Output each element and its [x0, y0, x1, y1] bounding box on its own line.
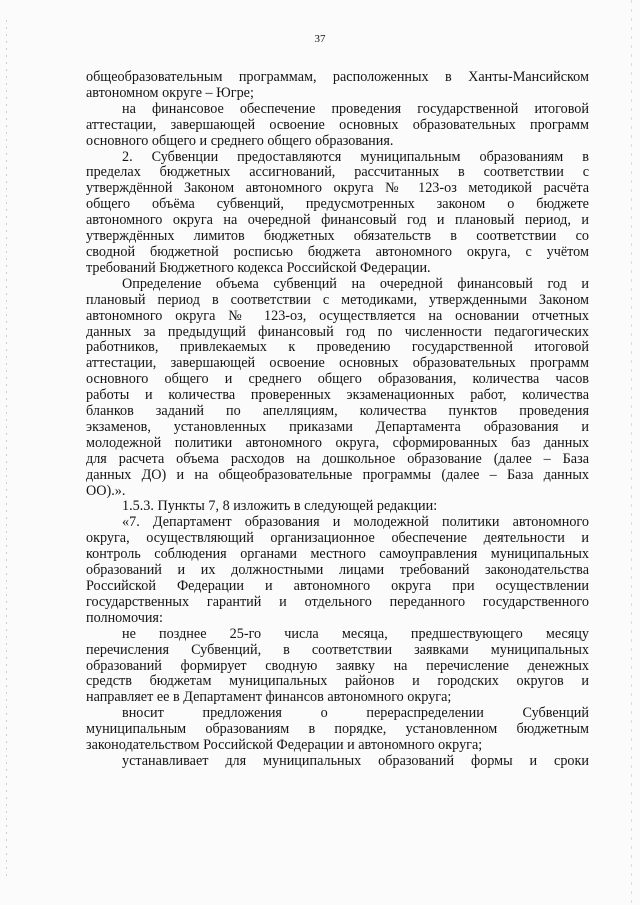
text-line: утверждённой Законом автономного округа № 123-оз методикой расчёта: [86, 180, 589, 197]
text-line: данных за предыдущий финансовый год по численности педагогических: [86, 323, 589, 340]
text-line: направляет ее в Департамент финансов автономного округа;: [86, 689, 452, 706]
text-line: плановый период в соответствии с методиками, утвержденными Законом: [86, 291, 589, 308]
document-body: [86, 70, 589, 770]
scan-edge-left: [6, 20, 7, 880]
text-line: контроль соблюдения органами местного самоуправления муниципальных: [86, 546, 589, 563]
text-line: муниципальным образованиям в порядке, установленном бюджетным: [86, 721, 589, 738]
text-line: работников, привлекаемых к проведению государственной итоговой: [86, 339, 589, 356]
text-line: образований и их должностными лицами требований законодательства: [86, 562, 589, 579]
page-number: 37: [314, 33, 326, 45]
text-line: пределах бюджетных ассигнований, рассчитанных в соответствии с: [86, 164, 589, 181]
text-line: экзаменов, установленных приказами Департамента образования и: [86, 418, 589, 435]
text-line: аттестации, завершающей освоение основных образовательных программ: [86, 355, 589, 372]
text-line: государственных гарантий и отдельного переданного государственного: [86, 593, 589, 610]
scan-edge-right: [631, 0, 632, 905]
text-line: 1.5.3. Пункты 7, 8 изложить в следующей редакции:: [122, 498, 438, 515]
text-line: перечисления Субвенций, в соответствии заявками муниципальных: [86, 641, 589, 658]
text-line: средств бюджетам муниципальных районов и городских округов и: [86, 673, 589, 690]
text-line: не позднее 25-го числа месяца, предшествующего месяцу: [122, 625, 589, 642]
text-line: автономного округа на очередной финансовый год и плановый период, и: [86, 212, 589, 229]
text-line: для расчета объема расходов на дошкольное образование (далее – База: [86, 450, 589, 467]
text-line: образований формирует сводную заявку на перечисление денежных: [86, 657, 589, 674]
text-line: молодежной политики автономного округа, сформированных баз данных: [86, 434, 589, 451]
text-line: утверждённых лимитов бюджетных обязательств в соответствии со: [86, 228, 589, 245]
text-line: основного общего и среднего общего образования.: [86, 132, 394, 149]
text-line: основного общего и среднего общего образования, количества часов: [86, 371, 589, 388]
text-line: бланков заданий по апелляциям, количества пунктов проведения: [86, 403, 589, 420]
text-line: автономного округа № 123-оз, осуществляется на основании отчетных: [86, 307, 589, 324]
text-line: вносит предложения о перераспределении Субвенций: [122, 705, 589, 722]
text-line: устанавливает для муниципальных образований формы и сроки: [122, 752, 589, 769]
text-line: «7. Департамент образования и молодежной политики автономного: [122, 514, 589, 531]
text-line: сводной бюджетной росписью бюджета автономного округа, с учётом: [86, 243, 589, 260]
text-line: аттестации, завершающей освоение основных образовательных программ: [86, 116, 589, 133]
text-line: округа, осуществляющий организационное обеспечение деятельности и: [86, 530, 589, 547]
text-line: законодательством Российской Федерации и автономного округа;: [86, 737, 483, 754]
text-line: данных ДО) и на общеобразовательные программы (далее – База данных: [86, 466, 589, 483]
text-line: 2. Субвенции предоставляются муниципальным образованиям в: [122, 148, 589, 165]
text-line: на финансовое обеспечение проведения государственной итоговой: [122, 100, 589, 117]
text-line: автономном округе – Югре;: [86, 84, 254, 101]
text-line: Определение объема субвенций на очередной финансовый год и: [122, 275, 589, 292]
text-line: полномочия:: [86, 609, 163, 626]
text-line: требований Бюджетного кодекса Российской Федерации.: [86, 259, 431, 276]
text-line: Российской Федерации и автономного округа при осуществлении: [86, 578, 589, 594]
text-line: работы и количества проверенных экзаменационных работ, количества: [86, 387, 589, 404]
text-line: общеобразовательным программам, расположенных в Ханты-Мансийском: [86, 69, 589, 85]
text-line: общего объёма субвенций, предусмотренных законом о бюджете: [86, 196, 589, 213]
text-line: ОО).».: [86, 482, 126, 499]
